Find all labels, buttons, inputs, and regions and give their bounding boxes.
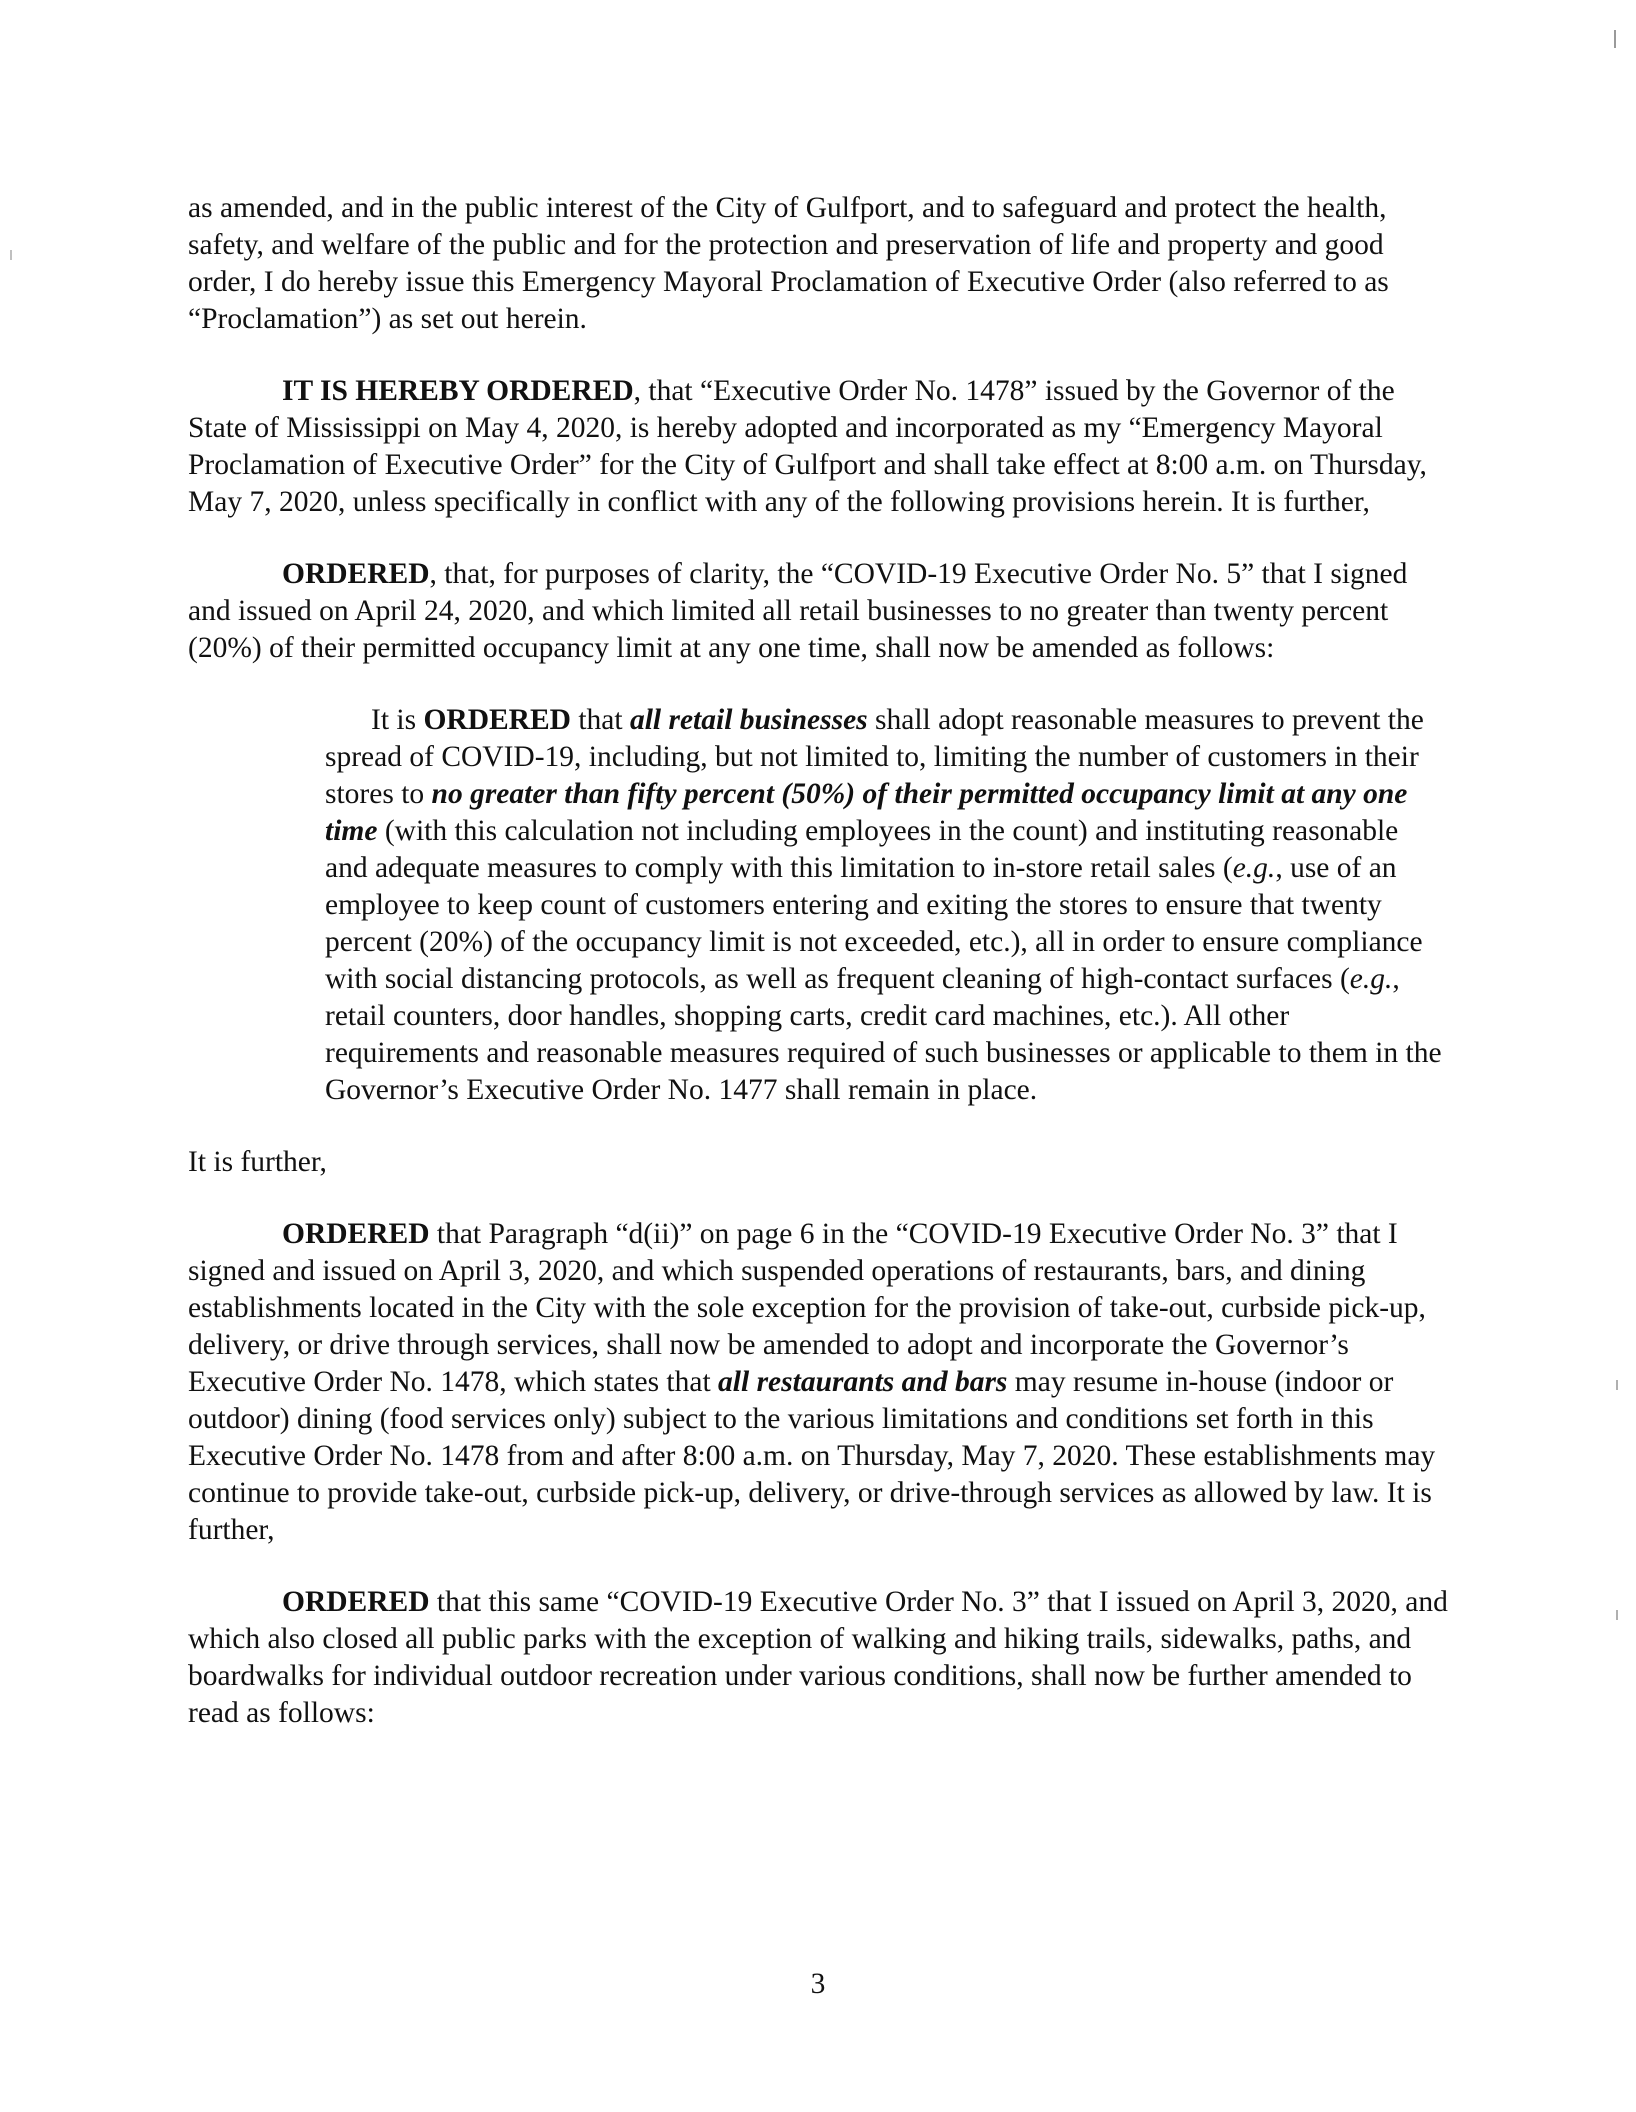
- paragraph-text: , that, for purposes of clarity, the “COVID-19 Executive Order No. 5” that I signed and issued on April 24, 2020, and which limited all retail businesses to no greater than twenty percent (20%) of their permitted occupancy limit at any one time, shall now be amended as follows:: [188, 558, 1408, 664]
- paragraph-restaurant-order: [188, 1216, 1448, 1549]
- paragraph-retail-amendment: [188, 702, 1448, 1109]
- paragraph-preamble: as amended, and in the public interest of the City of Gulfport, and to safeguard and protect the health, safety, and welfare of the public and for the protection and preservation of life and property and good order, I do hereby issue this Emergency Mayoral Proclamation of Executive Order (also referred to as “Proclamation”) as set out herein.: [188, 192, 1389, 335]
- scan-artifact: [1616, 1380, 1618, 1390]
- order-lead: ORDERED: [423, 704, 571, 736]
- paragraph-text: that Paragraph “d(ii)” on page 6 in the “COVID-19 Executive Order No. 3” that I signed and issued on April 3, 2020, and which suspended operations of restaurants, bars, and dining establishments located in the City with the sole exception for the provision of take-out, curbside pick-up, delivery, or drive through services, shall now be amended to adopt and incorporate the Governor’s Executive Order No. 1478, which states that: [188, 1218, 1426, 1398]
- paragraph-parks-order: [188, 1584, 1448, 1732]
- document-body: [188, 190, 1448, 1767]
- order-lead: ORDERED: [282, 1586, 430, 1618]
- paragraph-text: It is: [371, 704, 424, 736]
- paragraph-it-is-further: It is further,: [188, 1146, 327, 1178]
- order-lead: ORDERED: [282, 1218, 430, 1250]
- paragraph-text: , that “Executive Order No. 1478” issued by the Governor of the State of Mississippi on May 4, 2020, is hereby adopted and incorporated as my “Emergency Mayoral Proclamation of Executive Order” for the City of Gulfport and shall take effect at 8:00 a.m. on Thursday, May 7, 2020, unless specifically in conflict with any of the following provisions herein. It is further,: [188, 375, 1427, 518]
- order-lead: IT IS HEREBY ORDERED: [282, 375, 634, 407]
- eg-italic: e.g.: [1349, 963, 1393, 995]
- eg-italic: e.g.: [1232, 852, 1276, 884]
- page-number: 3: [810, 1968, 826, 2000]
- scan-artifact: [10, 250, 12, 260]
- emphasis-restaurants-bars: all restaurants and bars: [718, 1366, 1008, 1398]
- paragraph-text: that: [570, 704, 630, 736]
- paragraph-text: that this same “COVID-19 Executive Order No. 3” that I issued on April 3, 2020, and which also closed all public parks with the exception of walking and hiking trails, sidewalks, paths, and boardwalks for individual outdoor recreation under various conditions, shall now be further amended to read as follows:: [188, 1586, 1448, 1729]
- paragraph-adoption-order: [188, 373, 1448, 521]
- scan-artifact: [1614, 30, 1616, 48]
- paragraph-text: , use of an employee to keep count of customers entering and exiting the stores to ensure that twenty percent (20%) of the occupancy limit is not exceeded, etc.), all in order to ensure compliance with social distancing protocols, as well as frequent cleaning of high-contact surfaces (: [325, 852, 1423, 995]
- paragraph-text: may resume in-house (indoor or outdoor) dining (food services only) subject to the various limitations and conditions set forth in this Executive Order No. 1478 from and after 8:00 a.m. on Thursday, May 7, 2020. These establishments may continue to provide take-out, curbside pick-up, delivery, or drive-through services as allowed by law. It is further,: [188, 1366, 1436, 1546]
- paragraph-retail-order: [188, 556, 1448, 667]
- order-lead: ORDERED: [282, 558, 430, 590]
- emphasis-retail-businesses: all retail businesses: [629, 704, 868, 736]
- scan-artifact: [1616, 1610, 1618, 1620]
- paragraph-text: (with this calculation not including employees in the count) and instituting reasonable and adequate measures to comply with this limitation to in-store retail sales (: [325, 815, 1399, 884]
- paragraph-text: , retail counters, door handles, shopping carts, credit card machines, etc.). All other requirements and reasonable measures required of such businesses or applicable to them in the Governor’s Executive Order No. 1477 shall remain in place.: [325, 963, 1442, 1106]
- paragraph-text: shall adopt reasonable measures to prevent the spread of COVID-19, including, but not limited to, limiting the number of customers in their stores to: [325, 704, 1424, 810]
- emphasis-occupancy-limit: no greater than fifty percent (50%) of their permitted occupancy limit at any one time: [325, 778, 1408, 847]
